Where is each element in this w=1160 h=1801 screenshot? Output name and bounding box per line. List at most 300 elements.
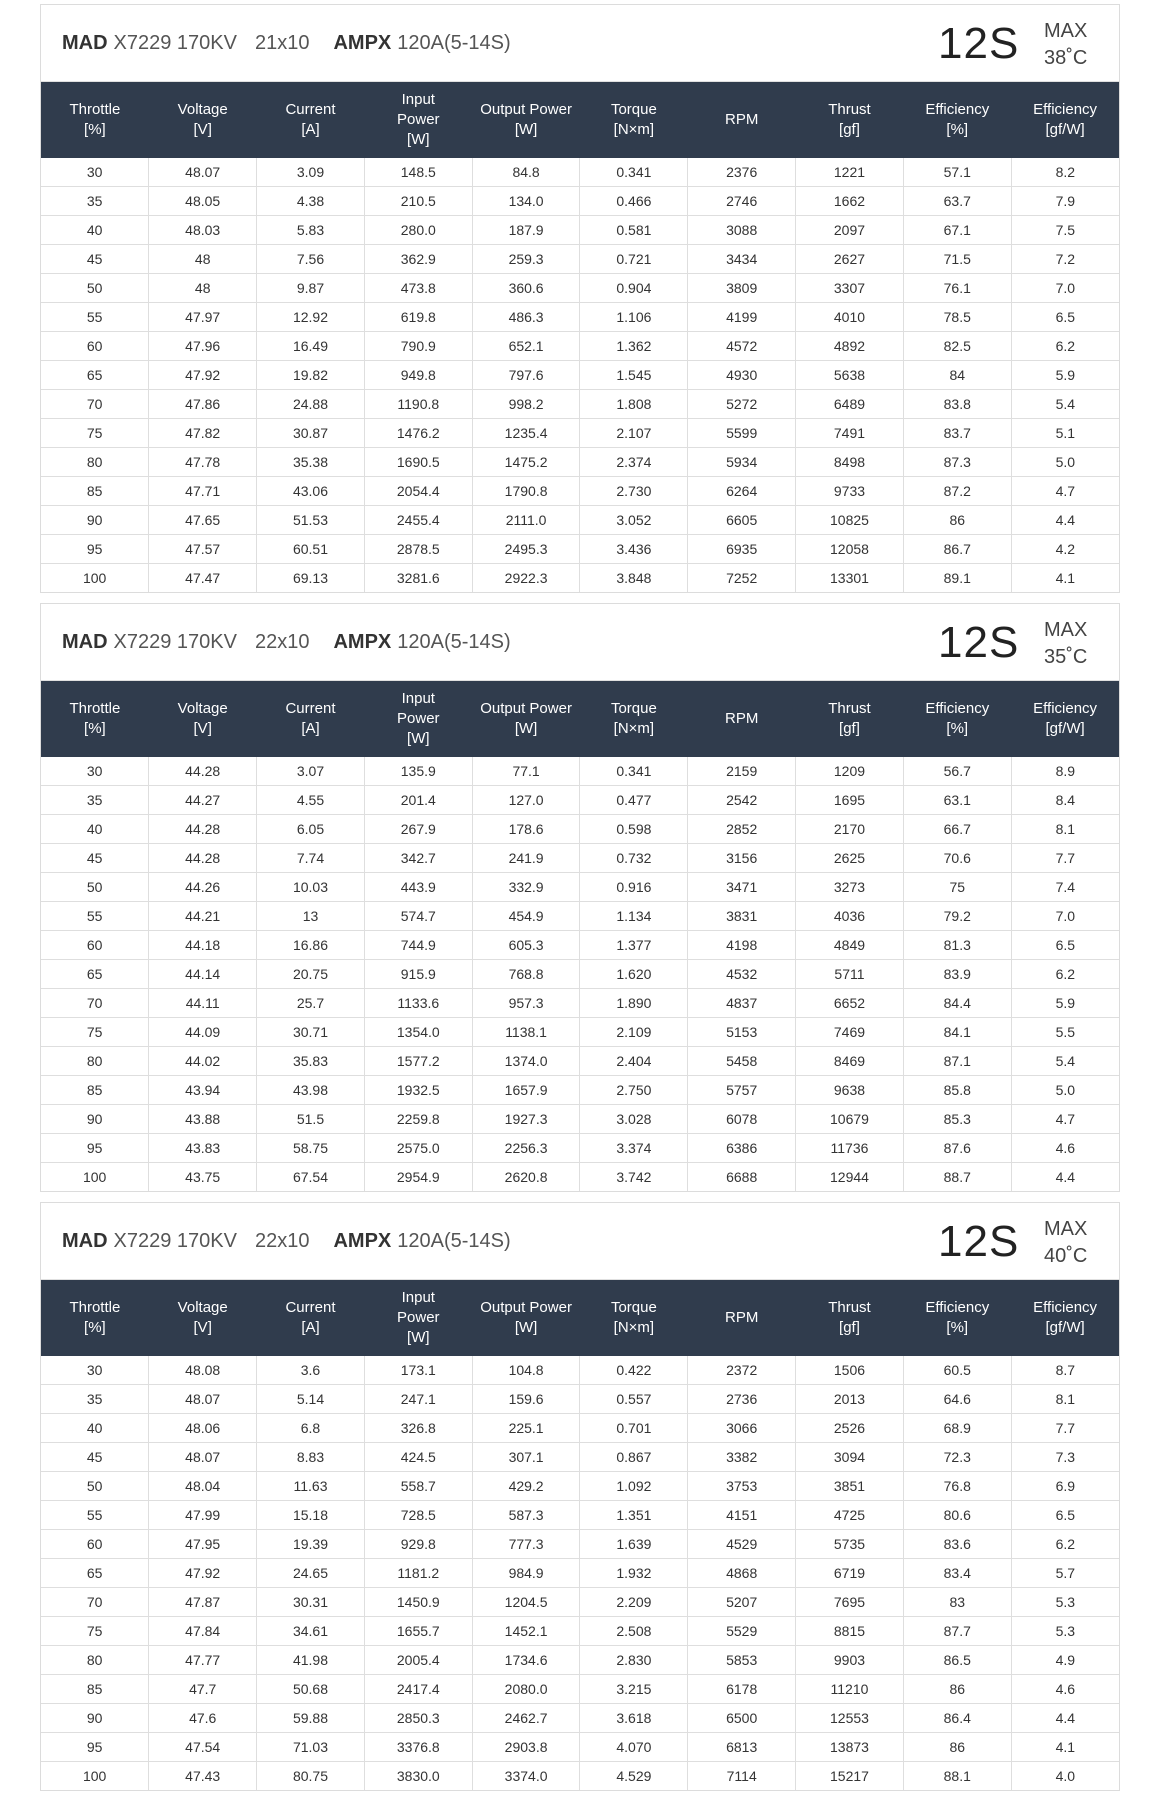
table-cell: 13 [257,902,365,931]
column-header-line: [%] [84,1319,106,1336]
table-cell: 3.052 [580,506,688,535]
table-cell: 1.639 [580,1530,688,1559]
table-cell: 7.2 [1011,245,1119,274]
table-cell: 1577.2 [364,1047,472,1076]
table-cell: 2080.0 [472,1675,580,1704]
table-cell: 47.47 [149,564,257,593]
table-cell: 5638 [796,361,904,390]
table-cell: 1.106 [580,303,688,332]
table-cell: 5599 [688,419,796,448]
table-cell: 71.03 [257,1733,365,1762]
table-cell: 45 [41,1443,149,1472]
table-cell: 4837 [688,989,796,1018]
table-cell: 2.374 [580,448,688,477]
table-cell: 8.9 [1011,757,1119,786]
table-cell: 5.3 [1011,1588,1119,1617]
table-cell: 2620.8 [472,1163,580,1192]
table-cell: 0.916 [580,873,688,902]
table-cell: 75 [41,419,149,448]
table-cell: 5.1 [1011,419,1119,448]
column-header [149,681,257,757]
table-body [41,158,1119,592]
table-cell: 173.1 [364,1356,472,1385]
table-cell: 7.56 [257,245,365,274]
table-cell: 41.98 [257,1646,365,1675]
table-cell: 59.88 [257,1704,365,1733]
table-cell: 1209 [796,757,904,786]
table-cell: 3376.8 [364,1733,472,1762]
table-cell: 19.82 [257,361,365,390]
table-cell: 915.9 [364,960,472,989]
table-cell: 43.88 [149,1105,257,1134]
table-cell: 0.904 [580,274,688,303]
column-header-line: [gf] [839,1319,860,1336]
table-cell: 178.6 [472,815,580,844]
battery-cells: 12S [938,1217,1020,1266]
column-header-line: [gf] [839,121,860,138]
table-row [41,873,1119,902]
table-cell: 10.03 [257,873,365,902]
table-cell: 50 [41,1472,149,1501]
column-header-line: Power [397,1309,440,1326]
column-header-line: [W] [407,730,430,747]
table-cell: 76.8 [903,1472,1011,1501]
table-cell: 60 [41,1530,149,1559]
table-row [41,757,1119,786]
table-cell: 67.54 [257,1163,365,1192]
column-header [149,82,257,158]
table-cell: 148.5 [364,158,472,187]
table-cell: 768.8 [472,960,580,989]
table-row [41,902,1119,931]
column-header-line: [%] [946,1319,969,1336]
table-cell: 4.1 [1055,570,1076,586]
table-cell: 80 [41,1047,149,1076]
table-row [41,390,1119,419]
table-cell: 3088 [688,216,796,245]
table-cell: 44.11 [149,989,257,1018]
table-cell: 4.529 [580,1762,688,1791]
table-cell: 7.7 [1011,1414,1119,1443]
column-header-line: [gf/W] [1045,720,1085,737]
table-cell: 2.830 [580,1646,688,1675]
table-cell: 1374.0 [472,1047,580,1076]
table-cell: 90 [41,1704,149,1733]
table-cell: 3307 [796,274,904,303]
table-cell: 247.1 [364,1385,472,1414]
performance-table [41,681,1119,1191]
table-cell: 100 [41,564,149,593]
table-cell: 3.436 [580,535,688,564]
table-cell: 66.7 [903,815,1011,844]
column-header-line: Efficiency [1033,1299,1098,1316]
table-cell: 3.742 [580,1163,688,1192]
table-cell: 44.02 [149,1047,257,1076]
performance-table [41,1280,1119,1790]
max-temp-value: 35˚C [1044,646,1088,668]
table-cell: 25.7 [257,989,365,1018]
table-cell: 30 [41,757,149,786]
table-cell: 1662 [796,187,904,216]
table-cell: 43.83 [149,1134,257,1163]
table-cell: 2575.0 [364,1134,472,1163]
table-cell: 44.27 [149,786,257,815]
table-cell: 44.28 [149,815,257,844]
table-cell: 12553 [796,1704,904,1733]
table-row [41,1443,1119,1472]
table-cell: 3.848 [580,564,688,593]
table-cell: 48.07 [149,158,257,187]
table-cell: 68.9 [903,1414,1011,1443]
table-cell: 1190.8 [364,390,472,419]
table-cell: 3374.0 [472,1762,580,1791]
table-cell: 5153 [688,1018,796,1047]
table-cell: 47.87 [149,1588,257,1617]
table-cell: 24.65 [257,1559,365,1588]
table-cell: 0.721 [580,245,688,274]
motor-model: X7229 170KV [113,31,237,54]
table-cell: 30.71 [257,1018,365,1047]
table-cell: 8469 [796,1047,904,1076]
motor-brand: MAD [62,31,108,54]
battery-cells: 12S [938,19,1020,68]
table-cell: 87.7 [903,1617,1011,1646]
table-cell: 8.7 [1011,1356,1119,1385]
table-cell: 1138.1 [472,1018,580,1047]
table-cell: 8498 [796,448,904,477]
column-header-line: [W] [514,1319,538,1336]
table-cell: 7.0 [1011,902,1119,931]
column-header [472,82,580,158]
table-row [41,815,1119,844]
table-cell: 1452.1 [472,1617,580,1646]
table-cell: 326.8 [364,1414,472,1443]
table-cell: 2.730 [580,477,688,506]
table-cell: 100 [41,1762,149,1791]
table-cell: 6.5 [1011,303,1119,332]
table-row [41,361,1119,390]
table-cell: 2903.8 [472,1733,580,1762]
max-label: MAX [1044,1218,1088,1240]
table-cell: 11736 [796,1134,904,1163]
table-cell: 4529 [688,1530,796,1559]
column-header [41,82,149,158]
table-cell: 332.9 [472,873,580,902]
table-header [41,604,1119,681]
table-cell: 1695 [796,786,904,815]
table-cell: 70 [41,1588,149,1617]
column-header [903,82,1011,158]
table-row [41,989,1119,1018]
table-cell: 47.77 [149,1646,257,1675]
table-row [41,960,1119,989]
table-cell: 30.31 [257,1588,365,1617]
table-cell: 88.1 [903,1762,1011,1791]
table-cell: 7114 [688,1762,796,1791]
table-cell: 60.5 [903,1356,1011,1385]
table-cell: 47.54 [149,1733,257,1762]
column-header-line: Power [397,710,440,727]
table-cell: 40 [41,1414,149,1443]
table-cell: 3809 [688,274,796,303]
table-cell: 1690.5 [364,448,472,477]
column-header [1011,681,1119,757]
table-cell: 71.5 [903,245,1011,274]
table-row [41,931,1119,960]
table-cell: 104.8 [472,1356,580,1385]
setup-line [62,1203,511,1279]
table-cell: 70 [41,989,149,1018]
column-header-line: Voltage [177,101,228,118]
column-header [41,1280,149,1356]
table-cell: 87.3 [903,448,1011,477]
table-row [41,1733,1119,1762]
column-header-line: [gf/W] [1045,121,1085,138]
table-row [41,1047,1119,1076]
table-cell: 1790.8 [472,477,580,506]
table-cell: 50 [41,873,149,902]
column-header-line: Efficiency [1033,101,1098,118]
table-header [41,5,1119,82]
table-cell: 13301 [796,564,904,593]
table-cell: 5.0 [1011,1076,1119,1105]
table-cell: 3.215 [580,1675,688,1704]
table-cell: 280.0 [364,216,472,245]
table-body [41,757,1119,1191]
battery-cells: 12S [938,618,1020,667]
table-row [41,1588,1119,1617]
table-cell: 100 [41,1163,149,1192]
table-cell: 4.38 [257,187,365,216]
table-cell: 2256.3 [472,1134,580,1163]
table-cell: 60 [41,931,149,960]
performance-table [41,82,1119,592]
table-cell: 3471 [688,873,796,902]
table-cell: 80.75 [257,1762,365,1791]
table-row [41,1414,1119,1443]
column-header-line: Input [401,91,435,108]
table-cell: 8.1 [1011,815,1119,844]
table-cell: 4036 [796,902,904,931]
table-cell: 24.88 [257,390,365,419]
column-header-line: Throttle [69,101,121,118]
table-cell: 5.5 [1011,1018,1119,1047]
table-cell: 6.5 [1011,1501,1119,1530]
table-cell: 44.18 [149,931,257,960]
column-header-line: [%] [84,720,106,737]
column-header [796,681,904,757]
table-cell: 45 [41,245,149,274]
table-cell: 47.7 [149,1675,257,1704]
setup-line [62,604,511,680]
table-cell: 78.5 [903,303,1011,332]
table-cell: 58.75 [257,1134,365,1163]
column-header-line: [W] [407,1329,430,1346]
column-header-line: Thrust [828,700,871,717]
max-temperature [1044,1216,1087,1270]
table-cell: 4.070 [580,1733,688,1762]
table-cell: 307.1 [472,1443,580,1472]
table-cell: 43.75 [149,1163,257,1192]
table-cell: 87.2 [903,477,1011,506]
table-cell: 5207 [688,1588,796,1617]
column-header-line: [A] [301,121,320,138]
table-cell: 4892 [796,332,904,361]
table-cell: 84 [903,361,1011,390]
table-cell: 19.39 [257,1530,365,1559]
table-cell: 5934 [688,448,796,477]
table-cell: 48.07 [149,1443,257,1472]
table-cell: 3.09 [257,158,365,187]
table-row [41,448,1119,477]
table-cell: 362.9 [364,245,472,274]
table-cell: 1.808 [580,390,688,419]
table-cell: 2625 [796,844,904,873]
column-header-line: [A] [301,720,320,737]
table-cell: 47.78 [149,448,257,477]
table-cell: 135.9 [364,757,472,786]
table-cell: 48.05 [149,187,257,216]
table-cell: 75 [41,1018,149,1047]
table-cell: 47.92 [149,361,257,390]
table-cell: 6935 [688,535,796,564]
table-cell: 1.377 [580,931,688,960]
table-row [41,477,1119,506]
table-cell: 5.9 [1011,361,1119,390]
table-cell: 6.5 [1011,931,1119,960]
esc-model: 120A(5-14S) [397,31,511,54]
column-header [41,681,149,757]
table-cell: 35.83 [257,1047,365,1076]
table-cell: 11210 [796,1675,904,1704]
table-cell: 1.351 [580,1501,688,1530]
esc-model: 120A(5-14S) [397,1229,511,1252]
table-cell: 8.4 [1011,786,1119,815]
column-header [364,681,472,757]
table-cell: 15217 [796,1762,904,1791]
max-temperature [1044,617,1087,671]
table-cell: 4.2 [1011,535,1119,564]
table-cell: 75 [903,873,1011,902]
table-cell: 3831 [688,902,796,931]
table-cell: 6719 [796,1559,904,1588]
column-header [580,1280,688,1356]
table-cell: 83.6 [903,1530,1011,1559]
table-cell: 11.63 [257,1472,365,1501]
table-cell: 76.1 [903,274,1011,303]
table-cell: 2005.4 [364,1646,472,1675]
table-cell: 0.701 [580,1414,688,1443]
table-cell: 0.867 [580,1443,688,1472]
table-cell: 259.3 [472,245,580,274]
column-header-line: Throttle [69,700,121,717]
table-cell: 4.9 [1011,1646,1119,1675]
table-cell: 3382 [688,1443,796,1472]
column-header-line: [N×m] [613,720,655,737]
table-cell: 797.6 [472,361,580,390]
table-cell: 35 [41,1385,149,1414]
table-cell: 4199 [688,303,796,332]
table-cell: 3.618 [580,1704,688,1733]
column-header-line: [gf] [839,720,860,737]
table-cell: 75 [41,1617,149,1646]
table-cell: 1354.0 [364,1018,472,1047]
table-row [41,786,1119,815]
column-header-line: [V] [193,1319,212,1336]
table-cell: 85 [41,477,149,506]
table-cell: 4572 [688,332,796,361]
column-header-line: [A] [301,1319,320,1336]
table-row [41,1356,1119,1385]
motor-brand: MAD [62,630,108,653]
table-cell: 4868 [688,1559,796,1588]
table-cell: 2495.3 [472,535,580,564]
table-cell: 159.6 [472,1385,580,1414]
esc-brand: AMPX [333,1229,392,1252]
table-row [41,1617,1119,1646]
column-header-line: Efficiency [925,101,990,118]
table-cell: 342.7 [364,844,472,873]
table-cell: 4151 [688,1501,796,1530]
table-cell: 47.82 [149,419,257,448]
table-cell: 5.3 [1011,1617,1119,1646]
table-cell: 4010 [796,303,904,332]
table-row [41,844,1119,873]
column-header [1011,82,1119,158]
table-cell: 1235.4 [472,419,580,448]
column-header-line: [V] [193,720,212,737]
table-head [41,681,1119,757]
column-header-line: Torque [610,700,657,717]
table-cell: 1181.2 [364,1559,472,1588]
table-cell: 85.8 [903,1076,1011,1105]
table-cell: 1506 [796,1356,904,1385]
table-cell: 7.74 [257,844,365,873]
table-cell: 60 [41,332,149,361]
table-cell: 2013 [796,1385,904,1414]
table-cell: 210.5 [364,187,472,216]
column-header-line: [N×m] [613,1319,655,1336]
table-cell: 10679 [796,1105,904,1134]
table-cell: 7.9 [1011,187,1119,216]
table-cell: 0.581 [580,216,688,245]
table-cell: 50 [41,274,149,303]
table-cell: 10825 [796,506,904,535]
table-cell: 1655.7 [364,1617,472,1646]
table-row [41,1472,1119,1501]
table-cell: 1450.9 [364,1588,472,1617]
column-header [1011,1280,1119,1356]
table-cell: 6078 [688,1105,796,1134]
table-cell: 4849 [796,931,904,960]
table-cell: 7.4 [1011,873,1119,902]
table-cell: 2111.0 [472,506,580,535]
table-cell: 30.87 [257,419,365,448]
table-cell: 619.8 [364,303,472,332]
table-cell: 6605 [688,506,796,535]
table-cell: 3.374 [580,1134,688,1163]
table-cell: 2.107 [580,419,688,448]
table-cell: 5853 [688,1646,796,1675]
table-cell: 15.18 [257,1501,365,1530]
table-cell: 728.5 [364,1501,472,1530]
table-cell: 1.134 [580,902,688,931]
table-cell: 9638 [796,1076,904,1105]
table-cell: 60.51 [257,535,365,564]
test-table-block [40,1202,1120,1791]
table-cell: 7252 [688,564,796,593]
table-cell: 13873 [796,1733,904,1762]
